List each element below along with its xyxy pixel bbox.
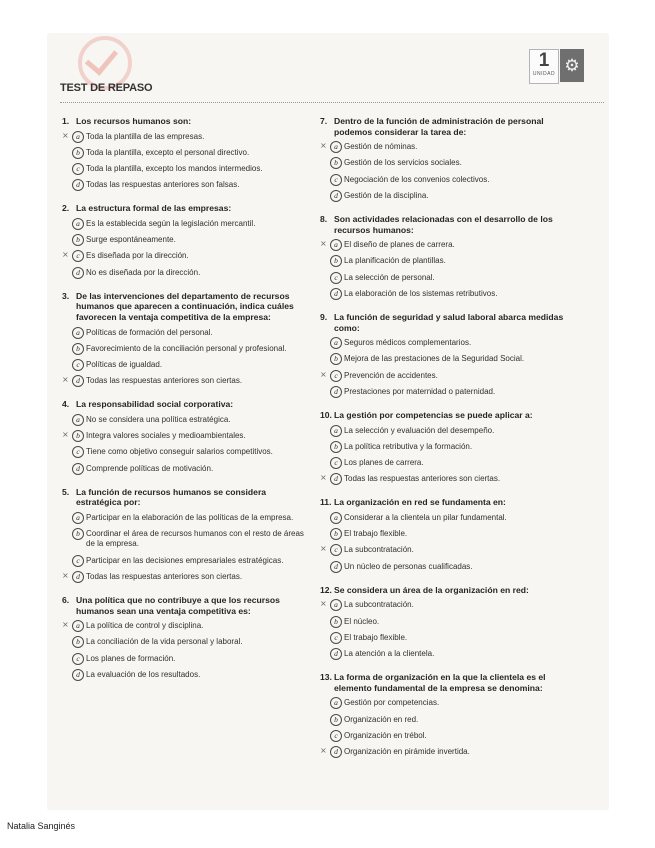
option-letter: a bbox=[72, 131, 84, 143]
questions-right-column bbox=[320, 116, 570, 770]
option-letter: d bbox=[330, 190, 342, 202]
answer-option bbox=[320, 172, 570, 188]
answer-option bbox=[320, 526, 570, 542]
option-letter: c bbox=[330, 174, 342, 186]
option-text: Organización en pirámide invertida. bbox=[344, 747, 470, 757]
answer-option bbox=[62, 216, 312, 232]
option-text: Políticas de formación del personal. bbox=[86, 327, 213, 337]
option-text: El núcleo. bbox=[344, 616, 380, 626]
answer-option bbox=[62, 428, 312, 444]
question-number: 4. bbox=[62, 399, 70, 410]
option-letter: d bbox=[330, 648, 342, 660]
option-text: Negociación de los convenios colectivos. bbox=[344, 174, 490, 184]
answer-option bbox=[62, 651, 312, 667]
option-letter: c bbox=[330, 544, 342, 556]
question-number: 9. bbox=[320, 312, 328, 322]
option-letter: b bbox=[72, 636, 84, 648]
question-number: 7. bbox=[320, 116, 328, 126]
question-item bbox=[320, 672, 570, 760]
answer-option bbox=[320, 646, 570, 662]
option-letter: d bbox=[330, 746, 342, 758]
question-text: La responsabilidad social corporativa: bbox=[76, 399, 234, 410]
answer-option bbox=[320, 559, 570, 575]
answer-option bbox=[62, 357, 312, 373]
question-heading bbox=[320, 497, 570, 508]
option-text: Tiene como objetivo conseguir salarios competitivos. bbox=[86, 447, 273, 457]
question-heading bbox=[62, 487, 312, 508]
answer-option bbox=[320, 597, 570, 613]
question-item bbox=[320, 585, 570, 662]
option-text: Toda la plantilla de las empresas. bbox=[86, 131, 205, 141]
option-text: Prevención de accidentes. bbox=[344, 370, 438, 380]
answer-option bbox=[320, 335, 570, 351]
answer-option bbox=[62, 129, 312, 145]
question-heading bbox=[62, 291, 312, 323]
option-text: Todas las respuestas anteriores son falsas. bbox=[86, 180, 240, 190]
option-letter: a bbox=[72, 512, 84, 524]
question-item bbox=[320, 497, 570, 574]
page-title: TEST DE REPASO bbox=[60, 82, 153, 94]
question-item bbox=[320, 116, 570, 204]
option-text: La selección y evaluación del desempeño. bbox=[344, 425, 495, 435]
question-text: Dentro de la función de administración de personal podemos considerar la tarea de: bbox=[334, 116, 544, 137]
option-letter: c bbox=[330, 272, 342, 284]
answer-option bbox=[62, 248, 312, 264]
answer-option bbox=[62, 265, 312, 281]
answer-option bbox=[62, 510, 312, 526]
answer-mark: × bbox=[62, 375, 69, 385]
option-letter: b bbox=[330, 255, 342, 267]
option-letter: c bbox=[72, 163, 84, 175]
option-text: Todas las respuestas anteriores son ciertas. bbox=[86, 376, 243, 386]
option-letter: d bbox=[72, 571, 84, 583]
question-number: 5. bbox=[62, 486, 70, 497]
answer-option bbox=[62, 667, 312, 683]
answer-option bbox=[320, 139, 570, 155]
option-text: Considerar a la clientela un pilar fundamental. bbox=[344, 513, 507, 522]
unit-number: 1 bbox=[538, 50, 550, 71]
scanned-page bbox=[48, 34, 608, 809]
question-text: Se considera un área de la organización en red: bbox=[334, 584, 529, 595]
option-letter: a bbox=[72, 218, 84, 230]
answer-mark: × bbox=[62, 570, 69, 580]
option-letter: a bbox=[330, 239, 342, 251]
unit-badge bbox=[529, 49, 559, 84]
question-text: La forma de organización en la que la clientela es el elemento fundamental de la empresa se denomina: bbox=[334, 672, 546, 693]
answer-mark: × bbox=[320, 746, 327, 756]
question-number: 13. bbox=[320, 672, 332, 683]
answer-option bbox=[62, 553, 312, 569]
option-text: La política retributiva y la formación. bbox=[344, 441, 473, 451]
option-text: La evaluación de los resultados. bbox=[86, 669, 201, 679]
gear-icon: ⚙ bbox=[560, 49, 584, 82]
option-text: La subcontratación. bbox=[344, 545, 414, 555]
question-heading bbox=[320, 116, 570, 137]
question-text: Los recursos humanos son: bbox=[76, 116, 192, 126]
option-letter: d bbox=[72, 179, 84, 191]
answer-option bbox=[62, 232, 312, 248]
answer-option bbox=[62, 177, 312, 193]
option-letter: d bbox=[72, 669, 84, 681]
option-text: La planificación de plantillas. bbox=[344, 256, 446, 266]
option-letter: b bbox=[330, 714, 342, 726]
answer-option bbox=[320, 630, 570, 646]
question-heading bbox=[62, 595, 312, 616]
answer-option bbox=[62, 526, 312, 552]
option-letter: b bbox=[72, 343, 84, 355]
answer-option bbox=[320, 384, 570, 400]
option-text: No es diseñada por la dirección. bbox=[86, 267, 201, 277]
option-letter: c bbox=[72, 555, 84, 567]
answer-mark: × bbox=[320, 473, 327, 483]
option-text: Gestión de nóminas. bbox=[344, 142, 418, 152]
answer-option bbox=[320, 614, 570, 630]
answer-option bbox=[62, 412, 312, 428]
option-letter: a bbox=[330, 141, 342, 153]
answer-mark: × bbox=[320, 599, 327, 609]
question-heading bbox=[320, 672, 570, 693]
question-text: Una política que no contribuye a que los recursos humanos sean una ventaja competitiva es: bbox=[76, 595, 280, 616]
option-letter: c bbox=[330, 632, 342, 644]
option-letter: c bbox=[330, 730, 342, 742]
option-letter: c bbox=[72, 653, 84, 665]
answer-option bbox=[320, 728, 570, 744]
option-text: Prestaciones por maternidad o paternidad. bbox=[344, 386, 496, 396]
answer-option bbox=[320, 695, 570, 711]
answer-option bbox=[320, 351, 570, 367]
option-letter: a bbox=[330, 337, 342, 349]
option-text: Gestión de los servicios sociales. bbox=[344, 158, 462, 168]
question-item bbox=[320, 410, 570, 487]
answer-option bbox=[320, 368, 570, 384]
answer-option bbox=[320, 510, 570, 526]
answer-option bbox=[320, 286, 570, 302]
option-text: Organización en trébol. bbox=[344, 730, 427, 740]
option-letter: c bbox=[72, 250, 84, 262]
option-text: Organización en red. bbox=[344, 714, 419, 724]
answer-option bbox=[320, 439, 570, 455]
option-text: Toda la plantilla, excepto los mandos intermedios. bbox=[86, 164, 263, 173]
option-text: La política de control y disciplina. bbox=[86, 621, 204, 631]
question-item bbox=[320, 214, 570, 302]
option-text: Mejora de las prestaciones de la Seguridad Social. bbox=[344, 354, 525, 364]
answer-mark: × bbox=[320, 141, 327, 151]
question-heading bbox=[320, 410, 570, 421]
title-divider bbox=[60, 102, 604, 103]
answer-mark: × bbox=[62, 250, 69, 260]
questions-left-column bbox=[62, 116, 312, 693]
question-heading bbox=[62, 116, 312, 127]
question-heading bbox=[320, 312, 570, 333]
answer-mark: × bbox=[320, 239, 327, 249]
question-item bbox=[62, 487, 312, 585]
option-text: La atención a la clientela. bbox=[344, 649, 435, 659]
option-text: El trabajo flexible. bbox=[344, 529, 408, 539]
option-letter: d bbox=[330, 561, 342, 573]
answer-option bbox=[62, 145, 312, 161]
question-text: Son actividades relacionadas con el desarrollo de los recursos humanos: bbox=[334, 214, 553, 235]
option-text: La elaboración de los sistemas retributivos. bbox=[344, 288, 498, 298]
option-text: Un núcleo de personas cualificadas. bbox=[344, 561, 473, 571]
option-letter: a bbox=[330, 512, 342, 524]
answer-option bbox=[320, 455, 570, 471]
question-text: La organización en red se fundamenta en: bbox=[334, 497, 506, 508]
answer-mark: × bbox=[62, 620, 69, 630]
option-letter: d bbox=[330, 473, 342, 485]
answer-option bbox=[62, 634, 312, 650]
question-number: 11. bbox=[320, 497, 332, 508]
answer-option bbox=[320, 270, 570, 286]
question-number: 6. bbox=[62, 595, 70, 606]
option-letter: d bbox=[330, 288, 342, 300]
option-text: Gestión de la disciplina. bbox=[344, 190, 429, 200]
question-number: 2. bbox=[62, 203, 70, 214]
option-text: Los planes de carrera. bbox=[344, 458, 424, 467]
question-text: La gestión por competencias se puede aplicar a: bbox=[334, 410, 533, 420]
option-letter: b bbox=[330, 157, 342, 169]
option-text: Todas las respuestas anteriores son ciertas. bbox=[344, 474, 501, 484]
option-letter: a bbox=[330, 599, 342, 611]
question-number: 3. bbox=[62, 290, 70, 301]
option-text: La subcontratación. bbox=[344, 600, 414, 610]
question-item bbox=[62, 595, 312, 683]
option-letter: b bbox=[72, 430, 84, 442]
question-item bbox=[62, 399, 312, 476]
answer-option bbox=[320, 423, 570, 439]
option-text: Es diseñada por la dirección. bbox=[86, 251, 189, 261]
answer-option bbox=[320, 471, 570, 487]
answer-option bbox=[62, 461, 312, 477]
question-heading bbox=[62, 203, 312, 214]
question-item bbox=[320, 312, 570, 400]
question-number: 8. bbox=[320, 214, 328, 224]
unit-label: UNIDAD bbox=[532, 71, 556, 77]
question-text: De las intervenciones del departamento de recursos humanos que aparecen a continuación, indica cuáles favorecen la ventaja competitiva de la empresa: bbox=[76, 290, 294, 322]
answer-option bbox=[62, 341, 312, 357]
option-text: Coordinar el área de recursos humanos con el resto de áreas de la empresa. bbox=[86, 529, 304, 549]
option-letter: b bbox=[330, 616, 342, 628]
option-text: Favorecimiento de la conciliación personal y profesional. bbox=[86, 343, 287, 353]
option-letter: a bbox=[330, 425, 342, 437]
answer-option bbox=[62, 325, 312, 341]
answer-option bbox=[320, 712, 570, 728]
question-item bbox=[62, 203, 312, 280]
answer-option bbox=[320, 542, 570, 558]
answer-option bbox=[320, 253, 570, 269]
question-number: 12. bbox=[320, 584, 332, 595]
answer-mark: × bbox=[62, 130, 69, 140]
answer-option bbox=[62, 444, 312, 460]
option-text: Participar en la elaboración de las políticas de la empresa. bbox=[86, 513, 294, 522]
question-heading bbox=[62, 399, 312, 410]
option-letter: a bbox=[72, 620, 84, 632]
option-letter: b bbox=[72, 147, 84, 159]
author-name: Natalia Sanginés bbox=[7, 821, 76, 831]
option-letter: b bbox=[72, 234, 84, 246]
answer-option bbox=[62, 161, 312, 177]
question-heading bbox=[320, 585, 570, 596]
option-text: La selección de personal. bbox=[344, 272, 435, 282]
question-heading bbox=[320, 214, 570, 235]
option-letter: b bbox=[72, 528, 84, 540]
question-number: 1. bbox=[62, 116, 70, 126]
option-letter: c bbox=[330, 370, 342, 382]
answer-option bbox=[62, 618, 312, 634]
answer-option bbox=[62, 373, 312, 389]
option-letter: c bbox=[72, 446, 84, 458]
option-letter: a bbox=[72, 414, 84, 426]
option-text: El diseño de planes de carrera. bbox=[344, 240, 455, 250]
option-text: Toda la plantilla, excepto el personal directivo. bbox=[86, 147, 250, 157]
option-text: Comprende políticas de motivación. bbox=[86, 463, 214, 473]
option-letter: d bbox=[330, 386, 342, 398]
option-text: Políticas de igualdad. bbox=[86, 360, 163, 369]
answer-option bbox=[320, 744, 570, 760]
option-text: Todas las respuestas anteriores son ciertas. bbox=[86, 571, 243, 581]
option-text: Surge espontáneamente. bbox=[86, 235, 176, 245]
question-text: La función de seguridad y salud laboral abarca medidas como: bbox=[334, 312, 564, 333]
answer-mark: × bbox=[320, 369, 327, 379]
option-text: Gestión por competencias. bbox=[344, 698, 440, 708]
option-letter: b bbox=[330, 353, 342, 365]
option-text: El trabajo flexible. bbox=[344, 632, 408, 642]
option-text: Integra valores sociales y medioambientales. bbox=[86, 431, 246, 441]
question-text: La función de recursos humanos se considera estratégica por: bbox=[76, 486, 267, 508]
option-text: Seguros médicos complementarios. bbox=[344, 338, 472, 348]
question-text: La estructura formal de las empresas: bbox=[76, 203, 232, 214]
answer-option bbox=[320, 237, 570, 253]
answer-mark: × bbox=[62, 430, 69, 440]
option-letter: c bbox=[72, 359, 84, 371]
option-letter: a bbox=[330, 697, 342, 709]
option-letter: b bbox=[330, 441, 342, 453]
answer-mark: × bbox=[320, 544, 327, 554]
option-letter: d bbox=[72, 463, 84, 475]
option-text: No se considera una política estratégica. bbox=[86, 415, 231, 424]
option-letter: d bbox=[72, 267, 84, 279]
answer-option bbox=[320, 188, 570, 204]
answer-option bbox=[320, 155, 570, 171]
answer-option bbox=[62, 569, 312, 585]
option-text: Los planes de formación. bbox=[86, 653, 176, 663]
question-item bbox=[62, 116, 312, 193]
option-letter: c bbox=[330, 457, 342, 469]
option-letter: b bbox=[330, 528, 342, 540]
option-letter: d bbox=[72, 375, 84, 387]
option-text: Participar en las decisiones empresariales estratégicas. bbox=[86, 555, 284, 565]
option-text: La conciliación de la vida personal y laboral. bbox=[86, 637, 243, 647]
option-letter: a bbox=[72, 327, 84, 339]
question-number: 10. bbox=[320, 410, 332, 420]
question-item bbox=[62, 291, 312, 390]
option-text: Es la establecida según la legislación mercantil. bbox=[86, 219, 256, 228]
